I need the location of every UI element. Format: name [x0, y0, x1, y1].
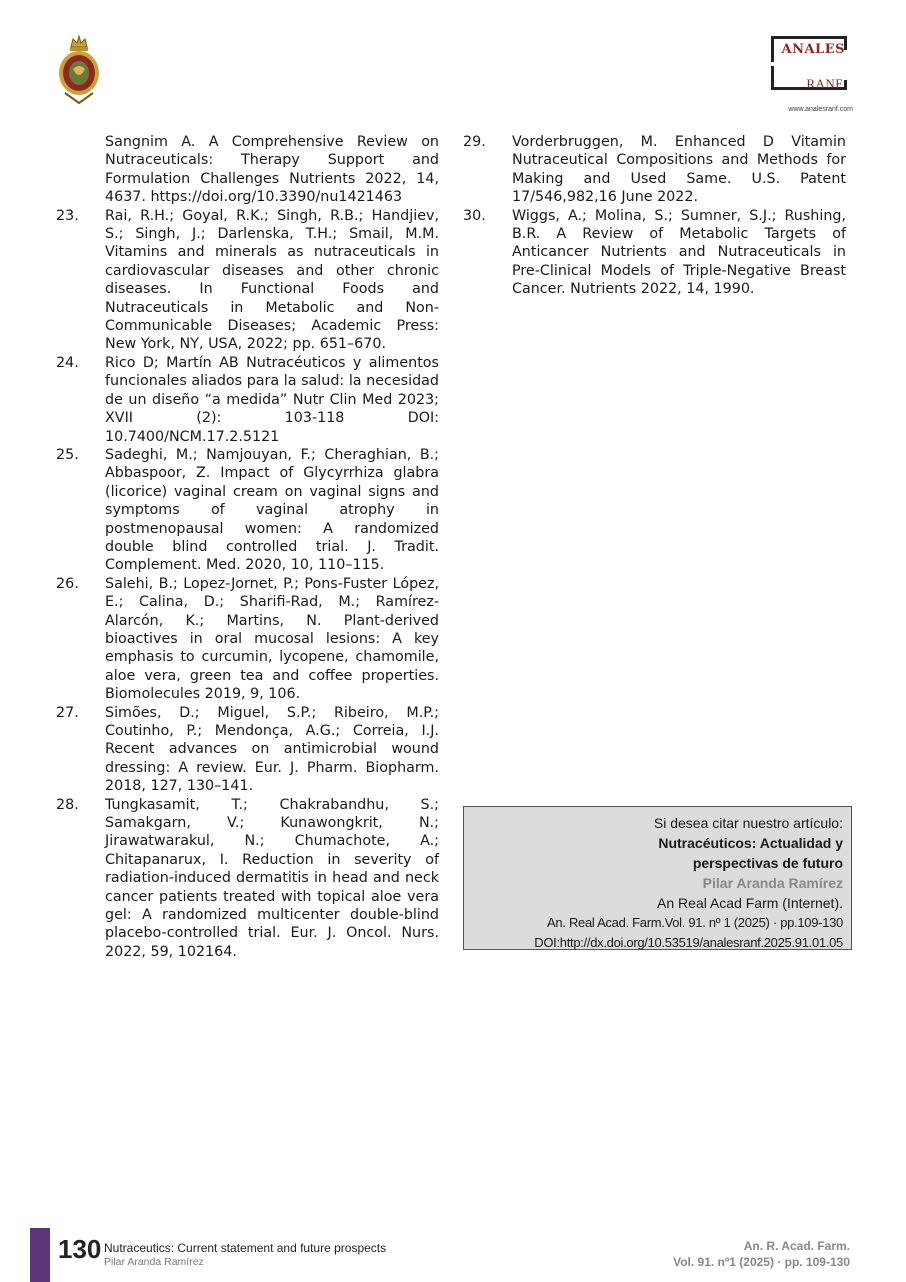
reference-number: 23.: [56, 207, 79, 224]
reference-item: [56, 133, 439, 207]
citation-title-line2: perspectivas de futuro: [692, 855, 843, 871]
footer-journal: An. R. Acad. Farm.: [743, 1239, 850, 1253]
references-right-column: [463, 133, 846, 299]
reference-number: 28.: [56, 796, 79, 813]
reference-text: Sangnim A. A Comprehensive Review on Nutraceuticals: Therapy Support and Formulation Challenges Nutrients 2022, 14, 4637. https://doi.org/10.3390/nu1421463: [105, 134, 439, 206]
reference-item: [56, 354, 439, 446]
reference-number: 25.: [56, 446, 79, 463]
reference-text: Rai, R.H.; Goyal, R.K.; Singh, R.B.; Handjiev, S.; Singh, J.; Darlenska, T.H.; Smail, M.M. Vitamins and minerals as nutraceuticals in cardiovascular diseases and other chronic diseases. In Functional Foods and Nutraceuticals in Metabolic and Non-Communicable Diseases; Academic Press: New York, NY, USA, 2022; pp. 651–670.: [105, 207, 439, 353]
footer-volume: Vol. 91. nº1 (2025) · pp. 109-130: [673, 1255, 850, 1269]
reference-text: Wiggs, A.; Molina, S.; Sumner, S.J.; Rushing, B.R. A Review of Metabolic Targets of Anticancer Nutrients and Nutraceuticals in Pre-Clinical Models of Triple-Negative Breast Cancer. Nutrients 2022, 14, 1990.: [512, 207, 846, 298]
logo-url: www.analesranf.com: [788, 106, 853, 113]
reference-text: Rico D; Martín AB Nutracéuticos y alimentos funcionales aliados para la salud: la necesidad de un diseño “a medida” Nutr Clin Med 2023; XVII (2): 103-118 DOI: 10.7400/NCM.17.2.5121: [105, 354, 439, 445]
reference-number: 29.: [463, 134, 486, 150]
citation-doi[interactable]: DOI:http://dx.doi.org/10.53519/analesranf.2025.91.01.05: [534, 935, 843, 950]
reference-item: [463, 133, 846, 207]
reference-item: [463, 207, 846, 299]
citation-author: Pilar Aranda Ramírez: [702, 875, 843, 891]
reference-text: Vorderbruggen, M. Enhanced D Vitamin Nutraceutical Compositions and Methods for Making and Used Same. U.S. Patent 17/546,982,16 June 2022.: [512, 134, 846, 206]
reference-text: Tungkasamit, T.; Chakrabandhu, S.; Samakgarn, V.; Kunawongkrit, N.; Jirawatwarakul, N.; Chumachote, A.; Chitapanarux, I. Reduction in severity of radiation-induced dermatitis in head and neck cancer patients treated with topical aloe vera gel: A randomized multicenter double-blind placebo-controlled trial. Eur. J. Oncol. Nurs. 2022, 59, 102164.: [105, 796, 439, 960]
reference-item: [56, 796, 439, 962]
reference-number: 24.: [56, 354, 79, 371]
reference-item: [56, 446, 439, 575]
footer-article-title: Nutraceutics: Current statement and future prospects: [104, 1241, 387, 1255]
reference-number: 26.: [56, 575, 79, 592]
reference-text: Simões, D.; Miguel, S.P.; Ribeiro, M.P.; Coutinho, P.; Mendonça, A.G.; Correia, I.J. Recent advances on antimicrobial wound dressing: A review. Eur. J. Pharm. Biopharm. 2018, 127, 130–141.: [105, 704, 439, 795]
citation-box: [463, 806, 852, 950]
logo-subtitle: RANF: [806, 76, 843, 91]
footer-journal-info: [673, 1238, 850, 1270]
footer-author: Pilar Aranda Ramírez: [104, 1256, 204, 1268]
logo-title: ANALES: [781, 42, 845, 57]
citation-volume: An. Real Acad. Farm.Vol. 91. nº 1 (2025) · pp.109-130: [547, 915, 843, 930]
citation-journal: An Real Acad Farm (Internet).: [657, 895, 843, 911]
citation-title-line1: Nutracéuticos: Actualidad y: [658, 835, 843, 851]
citation-intro: Si desea citar nuestro artículo:: [653, 815, 843, 831]
references-left-column: [56, 133, 439, 961]
reference-number: 30.: [463, 207, 486, 224]
academy-crest-logo: [55, 33, 103, 105]
reference-text: Sadeghi, M.; Namjouyan, F.; Cheraghian, B.; Abbaspoor, Z. Impact of Glycyrrhiza glabra (licorice) vaginal cream on vaginal signs and symptoms of vaginal atrophy in postmenopausal women: A randomized double blind controlled trial. J. Tradit. Complement. Med. 2020, 10, 110–115.: [105, 446, 439, 574]
reference-text: Salehi, B.; Lopez-Jornet, P.; Pons-Fuster López, E.; Calina, D.; Sharifi-Rad, M.; Ramírez-Alarcón, K.; Martins, N. Plant-derived bioactives in oral mucosal lesions: A key emphasis to curcumin, lycopene, chamomile, aloe vera, green tea and coffee properties. Biomolecules 2019, 9, 106.: [105, 575, 439, 703]
page-number: 130: [58, 1234, 102, 1264]
anales-ranf-logo: [757, 36, 853, 122]
reference-item: [56, 207, 439, 354]
reference-number: 27.: [56, 704, 79, 721]
reference-item: [56, 704, 439, 796]
footer-accent-bar: [30, 1228, 50, 1282]
reference-item: [56, 575, 439, 704]
